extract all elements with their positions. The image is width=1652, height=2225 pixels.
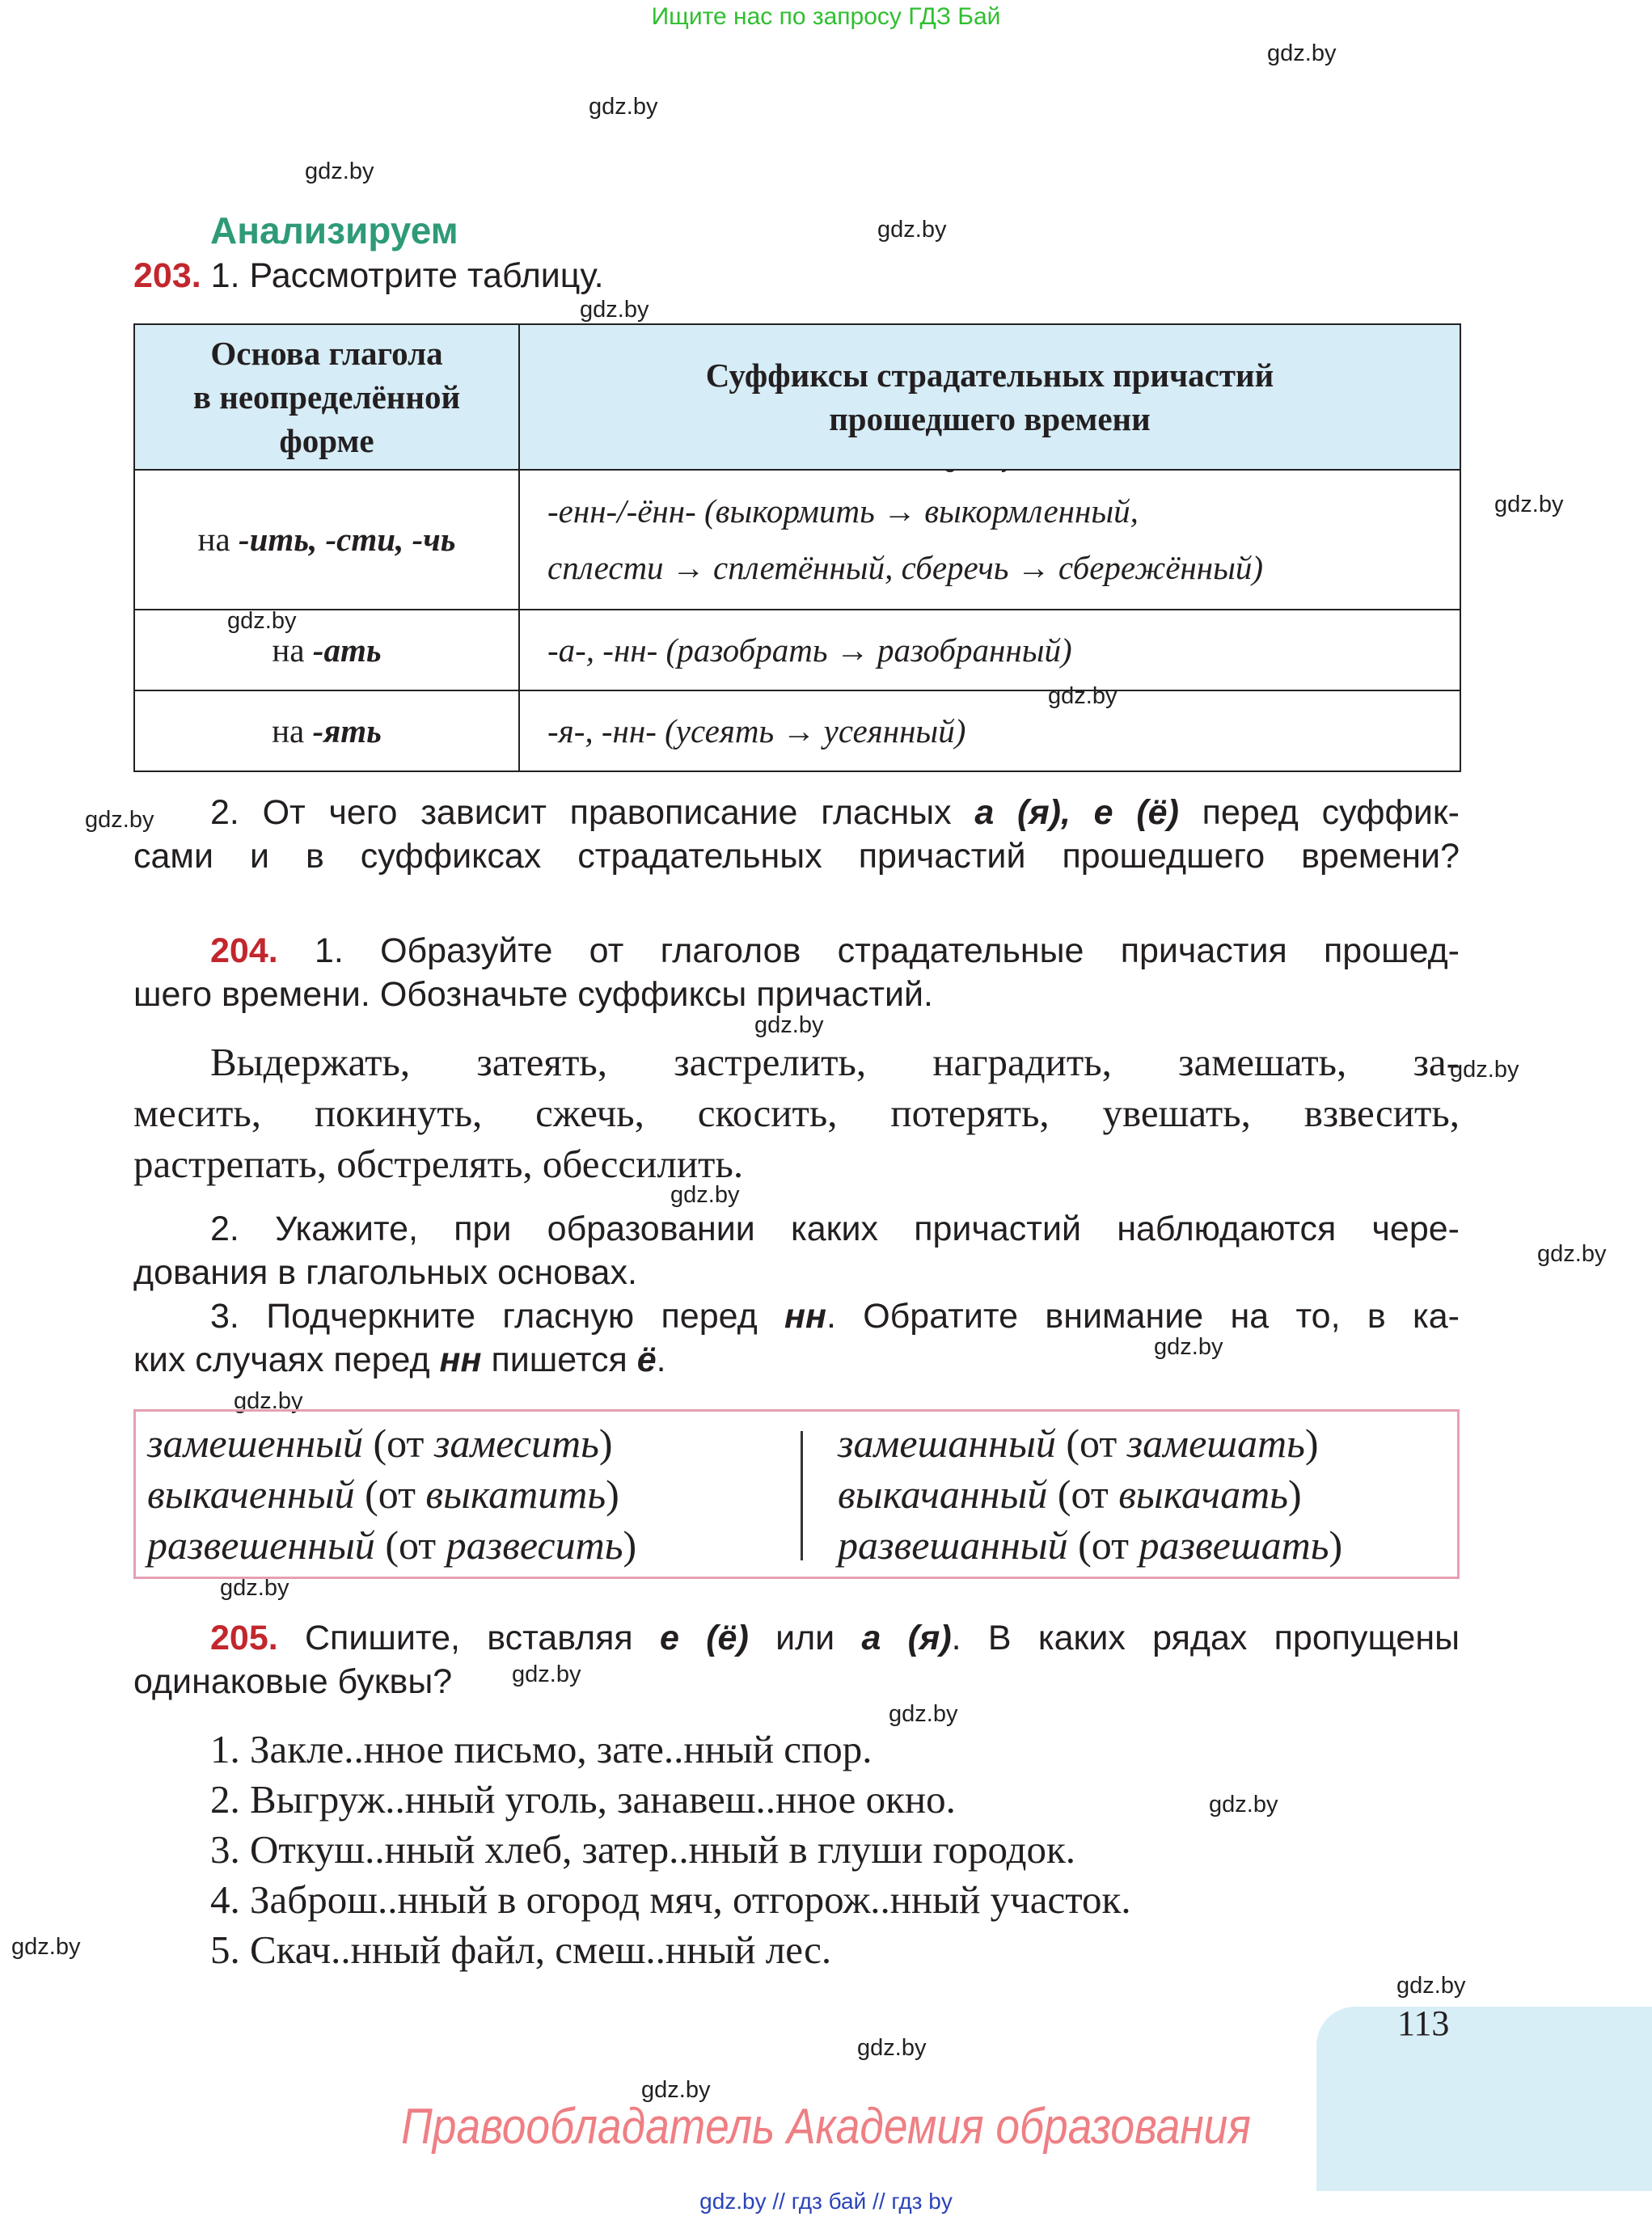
ex204-words: месить, покинуть, сжечь, скосить, потерять, увешать, взвесить, [133, 1091, 1460, 1135]
watermark: gdz.by [1450, 1057, 1519, 1083]
ex204-words: Выдержать, затеять, застрелить, наградить, замешать, за- [210, 1040, 1460, 1084]
watermark: gdz.by [1048, 683, 1118, 709]
exercise-number: 205. [210, 1619, 278, 1657]
ex203-heading [133, 254, 1460, 298]
copyright-notice: Правообладатель Академия образования [401, 2099, 1251, 2155]
ex203-task2-cont: сами и в суффиксах страдательных причастий прошедшего времени? [133, 837, 1460, 876]
ex205-task-cont: одинаковые буквы? [133, 1662, 453, 1701]
table-header-stem: Основа глагола в неопределённой форме [134, 324, 519, 470]
watermark: gdz.by [1396, 1973, 1466, 1999]
table-cell-suffix: -а-, -нн- (разобрать → разобранный) [519, 610, 1460, 690]
watermark: gdz.by [1494, 492, 1564, 517]
table-cell-stem: на -ать [134, 610, 519, 690]
table-cell-suffix: -я-, -нн- (усеять → усеянный) [519, 690, 1460, 771]
list-item: 2. Выгруж..нный уголь, занавеш..нное окно. [210, 1777, 956, 1822]
watermark: gdz.by [580, 297, 649, 323]
list-item: 5. Скач..нный файл, смеш..нный лес. [210, 1927, 832, 1972]
watermark: gdz.by [512, 1661, 581, 1687]
table-cell-stem: на -ять [134, 690, 519, 771]
watermark: gdz.by [641, 2077, 711, 2103]
watermark: gdz.by [85, 807, 154, 833]
watermark: gdz.by [1209, 1792, 1278, 1818]
column-divider [801, 1431, 803, 1560]
example-line: выкачанный (от выкачать) [838, 1471, 1302, 1517]
page-number: 113 [1397, 2003, 1450, 2043]
example-box [133, 1409, 1460, 1579]
watermark: gdz.by [1267, 40, 1337, 66]
table-cell-stem: на -ить, -сти, -чь [134, 470, 519, 609]
watermark: gdz.by [670, 1182, 740, 1208]
section-title: Анализируем [210, 209, 458, 251]
suffix-table [133, 323, 1461, 772]
example-line: развешенный (от развесить) [147, 1522, 637, 1568]
watermark: gdz.by [1537, 1241, 1607, 1267]
watermark: gdz.by [234, 1388, 303, 1414]
exercise-number: 203. [133, 256, 201, 295]
watermark: gdz.by [1154, 1334, 1223, 1360]
list-item: 3. Откуш..нный хлеб, затер..нный в глуши городок. [210, 1827, 1076, 1872]
watermark: gdz.by [889, 1701, 958, 1727]
watermark: gdz.by [754, 1012, 824, 1038]
watermark: gdz.by [305, 158, 374, 184]
list-item: 1. Закле..нное письмо, зате..нный спор. [210, 1727, 872, 1771]
watermark: gdz.by [11, 1934, 81, 1960]
top-banner: Ищите нас по запросу ГДЗ Бай [651, 3, 1001, 30]
watermark: gdz.by [227, 608, 297, 634]
example-column-right [838, 1418, 1342, 1571]
ex204-task1: 204. 1. Образуйте от глаголов страдательные причастия прошед- [210, 931, 1460, 970]
table-header-suffixes: Суффиксы страдательных причастий прошедшего времени [519, 324, 1460, 470]
ex204-task2: 2. Укажите, при образовании каких причастий наблюдаются чере- [210, 1210, 1460, 1248]
ex204-task2-cont: дования в глагольных основах. [133, 1253, 637, 1292]
ex205-task: 205. Спишите, вставляя е (ё) или а (я). В каких рядах пропущены [210, 1619, 1460, 1657]
watermark: gdz.by [220, 1575, 289, 1601]
ex203-task2: 2. От чего зависит правописание гласных а (я), е (ё) перед суффик- [210, 793, 1460, 832]
ex204-task3: 3. Подчеркните гласную перед нн. Обратите внимание на то, в ка- [210, 1297, 1460, 1336]
table-cell-suffix: -енн-/-ённ- (выкормить → выкормленный, сплести → сплетённый, сберечь → сбережённый) [519, 470, 1460, 609]
ex204-words: растрепать, обстрелять, обессилить. [133, 1142, 744, 1186]
watermark: gdz.by [877, 217, 947, 243]
example-column-left [147, 1418, 636, 1571]
ex204-task3-cont: ких случаях перед нн пишется ё. [133, 1340, 666, 1379]
ex203-task1: 1. Рассмотрите таблицу. [210, 256, 604, 295]
watermark: gdz.by [857, 2035, 927, 2061]
example-line: развешанный (от развешать) [838, 1522, 1343, 1568]
list-item: 4. Заброш..нный в огород мяч, отгорож..нный участок. [210, 1877, 1131, 1922]
example-line: замешенный (от замесить) [147, 1421, 613, 1466]
example-line: замешанный (от замешать) [838, 1421, 1319, 1466]
example-line: выкаченный (от выкатить) [147, 1471, 619, 1517]
watermark: gdz.by [589, 94, 658, 120]
exercise-number: 204. [210, 931, 278, 970]
ex204-task1-cont: шего времени. Обозначьте суффиксы причастий. [133, 975, 933, 1014]
footer-links[interactable]: gdz.by // гдз бай // гдз by [699, 2189, 953, 2214]
